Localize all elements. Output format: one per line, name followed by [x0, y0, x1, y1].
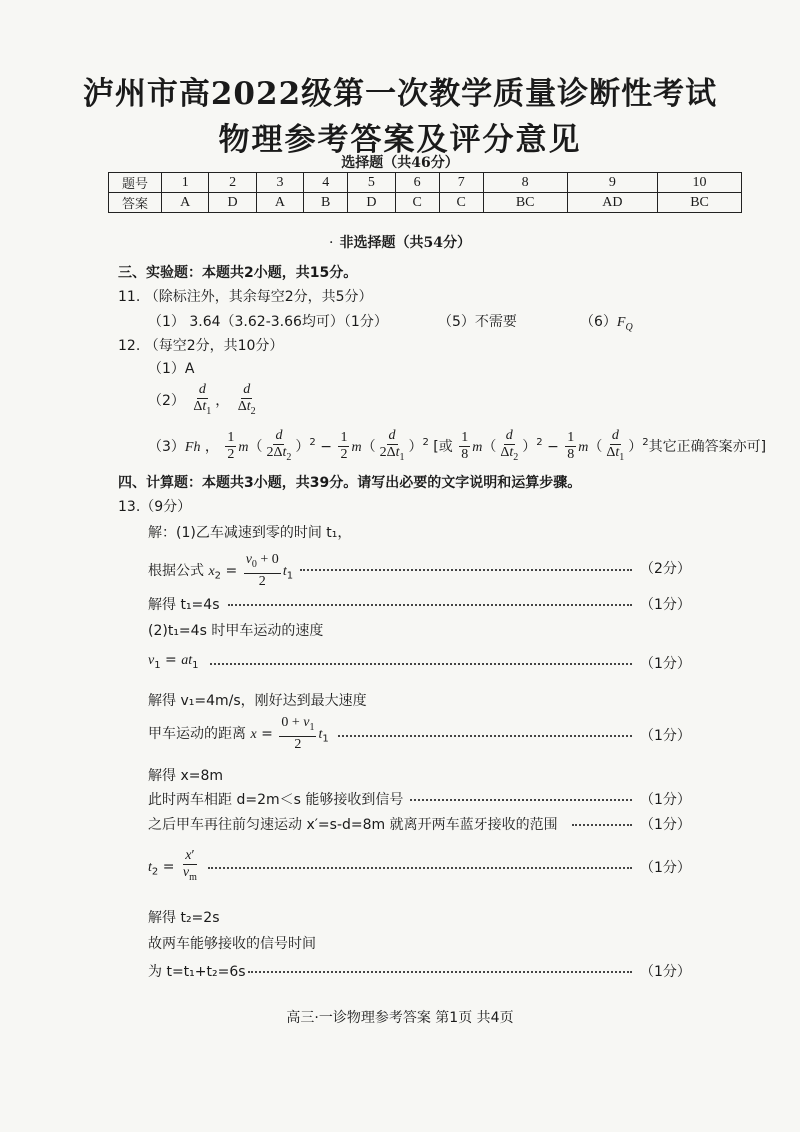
q11-heading: 11. （除标注外，其余每空2分，共5分） — [118, 289, 373, 305]
exam-subtitle: 物理参考答案及评分意见 — [218, 122, 582, 158]
solution-line-4: (2)t₁=4s 时甲车运动的速度 — [148, 623, 324, 639]
score-1: （1分） — [640, 860, 691, 876]
q13-heading: 13.（9分） — [118, 499, 192, 515]
solution-line-1: 解：(1)乙车减速到零的时间 t₁， — [148, 525, 352, 541]
non-choice-title: 非选择题（共54分） — [339, 235, 471, 251]
dotted-leader — [248, 970, 632, 973]
answer-cell: B — [304, 193, 348, 213]
q12-answer-3-label: （3） — [148, 438, 185, 455]
answer-cell: D — [348, 193, 395, 213]
dotted-leader — [300, 568, 632, 571]
work-term: Fh — [184, 439, 201, 455]
solution-line-2: 根据公式 $x_2$ = $\frac{v_0 + 0}{2}$ $t_1$ — [148, 552, 294, 589]
row-head-number: 题号 — [109, 173, 162, 193]
force-symbol: F — [616, 315, 626, 330]
non-choice-heading — [0, 232, 800, 252]
table-row-numbers — [109, 173, 742, 193]
answer-cell: A — [256, 193, 303, 213]
solution-line-12: 解得 t₂=2s — [148, 910, 220, 926]
answer-cell: C — [439, 193, 483, 213]
question-number: 7 — [439, 173, 483, 193]
solution-line-3: 解得 t₁=4s — [148, 597, 220, 613]
dotted-leader — [210, 662, 632, 665]
question-number: 6 — [395, 173, 439, 193]
solution-line-5: $v_1 = at_1$ — [148, 652, 199, 671]
page-footer: 高三·一诊物理参考答案 第1页 共4页 — [286, 1010, 514, 1026]
score-1: （1分） — [640, 728, 691, 744]
question-number: 9 — [567, 173, 657, 193]
solution-line-7-label: 甲车运动的距离 — [148, 725, 246, 742]
score-1: （1分） — [640, 597, 691, 613]
solution-line-8: 解得 x=8m — [148, 768, 224, 784]
dotted-leader — [572, 823, 632, 826]
question-number: 4 — [304, 173, 348, 193]
dotted-leader — [338, 734, 632, 737]
q11-answer-1: （1） 3.64（3.62-3.66均可）（1分） — [148, 314, 388, 330]
question-number: 1 — [162, 173, 209, 193]
answer-cell: C — [395, 193, 439, 213]
solution-line-10: 之后甲车再往前匀速运动 x′=s-d=8m 就离开两车蓝牙接收的范围 — [148, 817, 558, 833]
dotted-leader — [410, 798, 632, 801]
question-number: 10 — [658, 173, 742, 193]
question-number: 3 — [256, 173, 303, 193]
solution-line-11: $t_2$ = $\frac{x'}{v_m}$ — [148, 848, 197, 883]
bullet-mark: · — [329, 235, 334, 251]
question-number: 2 — [209, 173, 256, 193]
q12-heading: 12. （每空2分，共10分） — [118, 338, 284, 354]
force-subscript: Q — [625, 321, 633, 333]
section3-title: 三、实验题：本题共2小题，共15分。 — [118, 265, 358, 281]
q12-answer-3-tail: 其它正确答案亦可] — [648, 438, 767, 455]
score-2: （2分） — [640, 561, 691, 577]
answer-cell: A — [162, 193, 209, 213]
solution-line-13: 故两车能够接收的信号时间 — [148, 936, 316, 952]
question-number: 5 — [348, 173, 395, 193]
answer-cell: BC — [658, 193, 742, 213]
answer-cell: D — [209, 193, 256, 213]
solution-line-2-label: 根据公式 — [148, 562, 204, 579]
solution-line-7: 甲车运动的距离 x = $\frac{0 + v_1}{2}$ $t_1$ — [148, 715, 329, 752]
score-1: （1分） — [640, 817, 691, 833]
score-1: （1分） — [640, 792, 691, 808]
fraction-d-dt2: $\frac{d}{\Delta t_2}$ — [237, 382, 256, 417]
answer-table — [108, 172, 742, 213]
table-row-answers — [109, 193, 742, 213]
q12-answer-1: （1）A — [148, 361, 195, 377]
section4-title: 四、计算题：本题共3小题，共39分。请写出必要的文字说明和运算步骤。 — [118, 475, 582, 491]
solution-line-6: 解得 v₁=4m/s，刚好达到最大速度 — [148, 693, 367, 709]
choice-section-heading: 选择题（共46分） — [341, 155, 459, 171]
score-1: （1分） — [640, 656, 691, 672]
fraction-d-dt1: $\frac{d}{\Delta t_1}$ — [193, 382, 212, 417]
solution-line-9: 此时两车相距 d=2m＜s 能够接收到信号 — [148, 792, 404, 808]
dotted-leader — [228, 603, 632, 606]
dotted-leader — [208, 866, 632, 869]
q12-answer-2-label: （2） — [148, 392, 185, 409]
question-number: 8 — [483, 173, 567, 193]
q12-answer-3: （3）Fh ， $\frac{1}{2}$ m（ $\frac{d}{2\Delta t_2}$ ）$^2$ − $\frac{1}{2}$ m（ $\frac{d}{2\Delta t_1}$ ）$^2$ [或 $\frac{1}{8}$ m（ $\frac{d}{\Delta t_2}$ ）$^2$ − $\frac{1}{8}$ m（ $\frac{d}{\Delta t_1}$ ）$^2$其它正确答案亦可] — [148, 428, 767, 463]
answer-cell: AD — [567, 193, 657, 213]
q11-answer-5: （5）不需要 — [438, 314, 517, 330]
exam-title: 泸州市高2022级第一次教学质量诊断性考试 — [82, 76, 718, 112]
solution-line-14: 为 t=t₁+t₂=6s — [148, 964, 246, 980]
q11-answer-6 — [580, 311, 633, 333]
answer-cell: BC — [483, 193, 567, 213]
row-head-answer: 答案 — [109, 193, 162, 213]
q12-answer-2: （2） $\frac{d}{\Delta t_1}$ ， $\frac{d}{\Delta t_2}$ — [148, 382, 260, 420]
q11-answer-6-label: （6） — [580, 314, 617, 330]
score-1: （1分） — [640, 964, 691, 980]
